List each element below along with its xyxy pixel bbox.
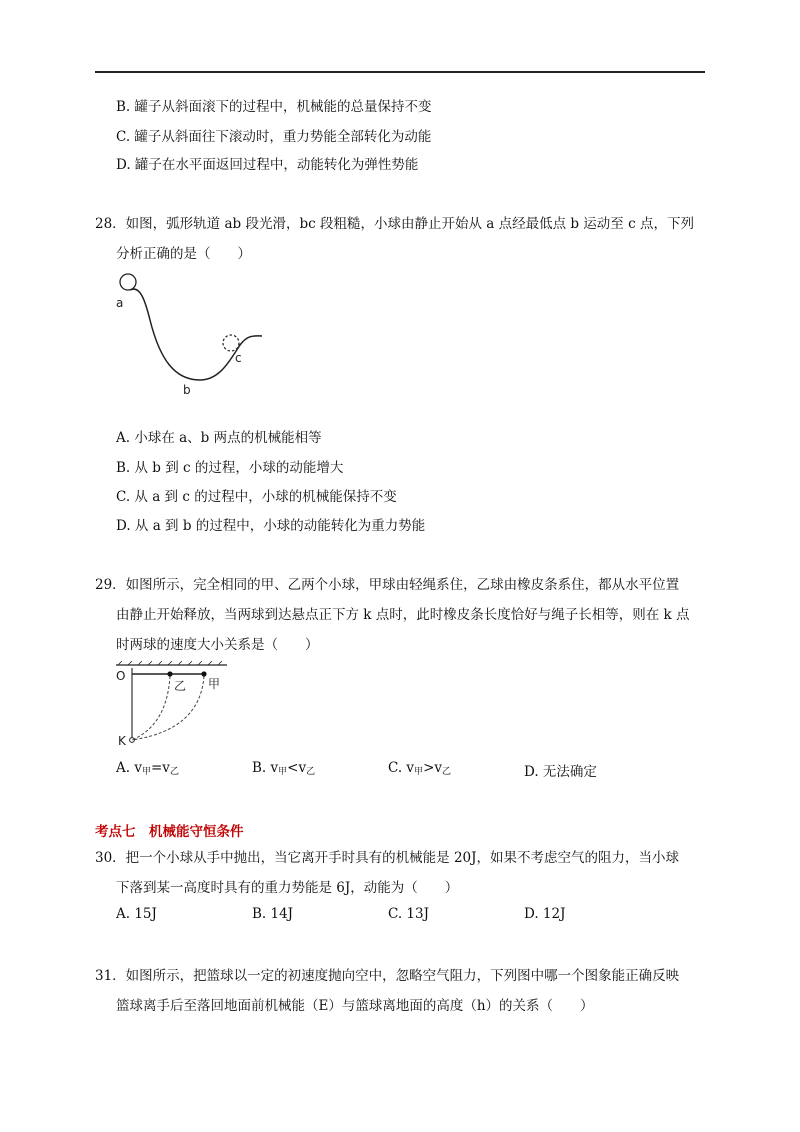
label-a: a [116,296,124,310]
q30-option-d: D. 12J [524,906,566,922]
path-jia-dashed [132,676,204,740]
q29-option-b: B. $v_甲<v_乙$ [252,760,316,777]
q31-stem-line1: 31．如图所示，把篮球以一定的初速度抛向空中，忽略空气阻力，下列图中哪一个图象能正确反映 [95,968,680,984]
q28-stem-line2: 分析正确的是（ ） [116,246,251,262]
label-yi: 乙 [174,679,187,693]
ball-at-c-dashed [223,335,239,351]
label-c: c [235,351,242,365]
q30-option-a: A. 15J [116,906,157,922]
q28-option-b: B. 从 b 到 c 的过程，小球的动能增大 [116,460,344,476]
q29-stem-line2: 由静止开始释放，当两球到达悬点正下方 k 点时，此时橡皮条长度恰好与绳子长相等，则在 k 点 [116,607,690,623]
q30-option-c: C. 13J [388,906,430,922]
label-k: K [118,734,126,748]
path-yi-dashed [132,676,170,740]
q30-stem-line1: 30．把一个小球从手中抛出，当它离开手时具有的机械能是 20J，如果不考虑空气的阻力，当小球 [95,850,680,866]
q31-stem-line2: 篮球离手后至落回地面前机械能（E）与篮球离地面的高度（h）的关系（ ） [116,998,594,1014]
header-rule [95,71,705,73]
q30-stem-line2: 下落到某一高度时具有的重力势能是 6J，动能为（ ） [116,880,459,896]
section-title: 考点七 机械能守恒条件 [95,824,244,840]
arc-track [130,289,262,380]
q29-option-a: A. $v_甲=v_乙$ [116,760,179,777]
ball-yi [167,671,172,676]
q28-option-c: C. 从 a 到 c 的过程中，小球的机械能保持不变 [116,489,397,505]
q29-stem-line1: 29．如图所示，完全相同的甲、乙两个小球，甲球由轻绳系住，乙球由橡皮条系住，都从水平位置 [95,577,680,593]
label-b: b [183,383,191,397]
label-o: O [116,669,126,683]
q29-option-c: C. $v_甲>v_乙$ [388,760,452,777]
prev-option-b: B. 罐子从斜面滚下的过程中，机械能的总量保持不变 [116,99,432,115]
q28-option-a: A. 小球在 a、b 两点的机械能相等 [116,430,322,446]
prev-option-c: C. 罐子从斜面往下滚动时，重力势能全部转化为动能 [116,129,432,145]
q28-track-figure [110,270,270,397]
q30-option-b: B. 14J [252,906,294,922]
prev-option-d: D. 罐子在水平面返回过程中，动能转化为弹性势能 [116,157,419,173]
q29-pendulum-figure [112,660,232,750]
q28-stem-line1: 28．如图，弧形轨道 ab 段光滑，bc 段粗糙，小球由静止开始从 a 点经最低点 b 运动至 c 点，下列 [95,216,694,232]
ball-jia [201,671,206,676]
ball-at-a [120,274,136,290]
label-jia: 甲 [208,677,221,691]
q28-option-d: D. 从 a 到 b 的过程中，小球的动能转化为重力势能 [116,518,426,534]
q29-option-d: D. 无法确定 [524,764,597,780]
q29-stem-line3: 时两球的速度大小关系是（ ） [116,637,319,653]
